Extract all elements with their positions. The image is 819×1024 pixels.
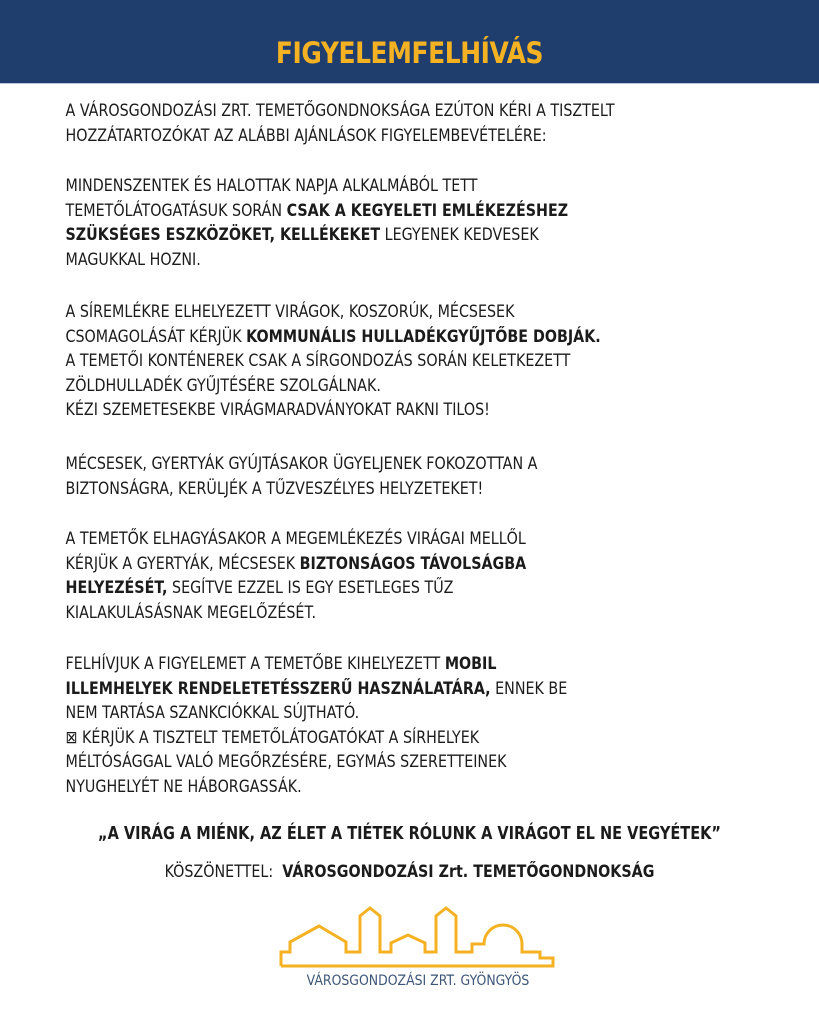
paragraph-line [66,174,754,199]
paragraph-fire-safety [0,527,819,625]
emphasized-text: SZÜKSÉGES ESZKÖZÖKET, KELLÉKEKET [65,225,381,245]
header-banner [0,0,819,84]
paragraph-line [66,248,754,273]
body-text: A TEMETŐI KONTÉNEREK CSAK A SÍRGONDOZÁS SORÁN KELETKEZETT [65,351,571,371]
paragraph-waste [0,300,819,423]
body-text: MÉCSESEK, GYERTYÁK GYÚJTÁSAKOR ÜGYELJENEK FOKOZOTTAN A [65,454,538,474]
paragraph-line [66,325,754,350]
body-text: MÉLTÓSÁGGAL VALÓ MEGŐRZÉSÉRE, EGYMÁS SZERETTEINEK [65,752,507,772]
signature-line [66,862,754,882]
signature-org: VÁROSGONDOZÁSI Zrt. TEMETŐGONDNOKSÁG [282,862,655,882]
emphasized-text: CSAK A KEGYELETI EMLÉKEZÉSHEZ [286,200,569,221]
city-skyline-icon [278,902,558,972]
signature-prefix: KÖSZÖNETTEL: [164,862,283,882]
paragraph-line [66,223,754,248]
paragraph-line [66,552,754,577]
paragraph-line [66,452,754,477]
paragraph-line [66,677,754,702]
body-text: ⊠ KÉRJÜK A TISZTELT TEMETŐLÁTOGATÓKAT A SÍRHELYEK [65,727,480,748]
body-text: MINDENSZENTEK ÉS HALOTTAK NAPJA ALKALMÁBÓL TETT [65,176,478,196]
body-text: NYUGHELYÉT NE HÁBORGASSÁK. [65,776,302,797]
paragraph-line [66,775,754,800]
body-text: KIALAKULÁSÁSNAK MEGELŐZÉSÉT. [65,602,317,623]
intro-line: HOZZÁTARTOZÓKAT AZ ALÁBBI AJÁNLÁSOK FIGYELEMBEVÉTELÉRE: [65,125,547,146]
body-text: BIZTONSÁGRA, KERÜLJÉK A TŰZVESZÉLYES HELYZETEKET! [65,478,484,499]
body-text: KÉZI SZEMETESEKBE VIRÁGMARADVÁNYOKAT RAKNI TILOS! [65,400,490,420]
paragraph-line [66,576,754,601]
emphasized-text: HELYEZÉSÉT, [65,578,168,598]
closing-quote [0,824,819,844]
paragraph-line [66,527,754,552]
emphasized-text: ILLEMHELYEK RENDELETETÉSSZERŰ HASZNÁLATÁRA, [65,678,491,699]
body-text: A TEMETŐK ELHAGYÁSAKOR A MEGEMLÉKEZÉS VIRÁGAI MELLŐL [65,529,526,549]
emphasized-text: MOBIL [444,654,497,674]
intro-line: A VÁROSGONDOZÁSI ZRT. TEMETŐGONDNOKSÁGA EZÚTON KÉRI A TISZTELT [65,101,615,121]
paragraph-toilets [0,652,819,799]
body-text: CSOMAGOLÁSÁT KÉRJÜK [65,326,247,347]
page-title: FIGYELEMFELHÍVÁS [275,36,544,70]
paragraph-line [66,349,754,374]
emphasized-text: KOMMUNÁLIS HULLADÉKGYŰJTŐBE DOBJÁK. [246,326,601,347]
paragraph-line [66,652,754,677]
paragraph-tools [0,174,819,272]
paragraph-line [66,750,754,775]
body-text: FELHÍVJUK A FIGYELEMET A TEMETŐBE KIHELYEZETT [65,654,445,674]
company-logo [278,902,558,1002]
paragraph-line [66,398,754,423]
paragraph-candles [0,452,819,501]
body-text: TEMETŐLÁTOGATÁSUK SORÁN [65,200,287,221]
logo-text: VÁROSGONDOZÁSI ZRT. GYÖNGYÖS [306,973,530,989]
body-text: NEM TARTÁSA SZANKCIÓKKAL SÚJTHATÓ. [65,703,360,723]
intro-paragraph [0,99,819,148]
body-text: ENNEK BE [490,678,568,699]
paragraph-line [66,477,754,502]
paragraph-line [66,601,754,626]
body-text: ZÖLDHULLADÉK GYŰJTÉSÉRE SZOLGÁLNAK. [65,375,381,396]
paragraph-line [66,199,754,224]
paragraph-line [66,726,754,751]
paragraph-line [66,300,754,325]
paragraph-line [66,701,754,726]
emphasized-text: BIZTONSÁGOS TÁVOLSÁGBA [299,553,527,574]
body-text: A SÍREMLÉKRE ELHELYEZETT VIRÁGOK, KOSZORÚK, MÉCSESEK [65,302,515,322]
paragraph-line [66,374,754,399]
signature [0,862,819,882]
body-text: LEGYENEK KEDVESEK [380,225,539,245]
quote-text: „A VIRÁG A MIÉNK, AZ ÉLET A TIÉTEK RÓLUNK A VIRÁGOT EL NE VEGYÉTEK” [98,824,721,844]
body-text: KÉRJÜK A GYERTYÁK, MÉCSESEK [65,553,300,574]
body-text: MAGUKKAL HOZNI. [65,249,201,270]
body-text: SEGÍTVE EZZEL IS EGY ESETLEGES TŰZ [167,578,454,598]
